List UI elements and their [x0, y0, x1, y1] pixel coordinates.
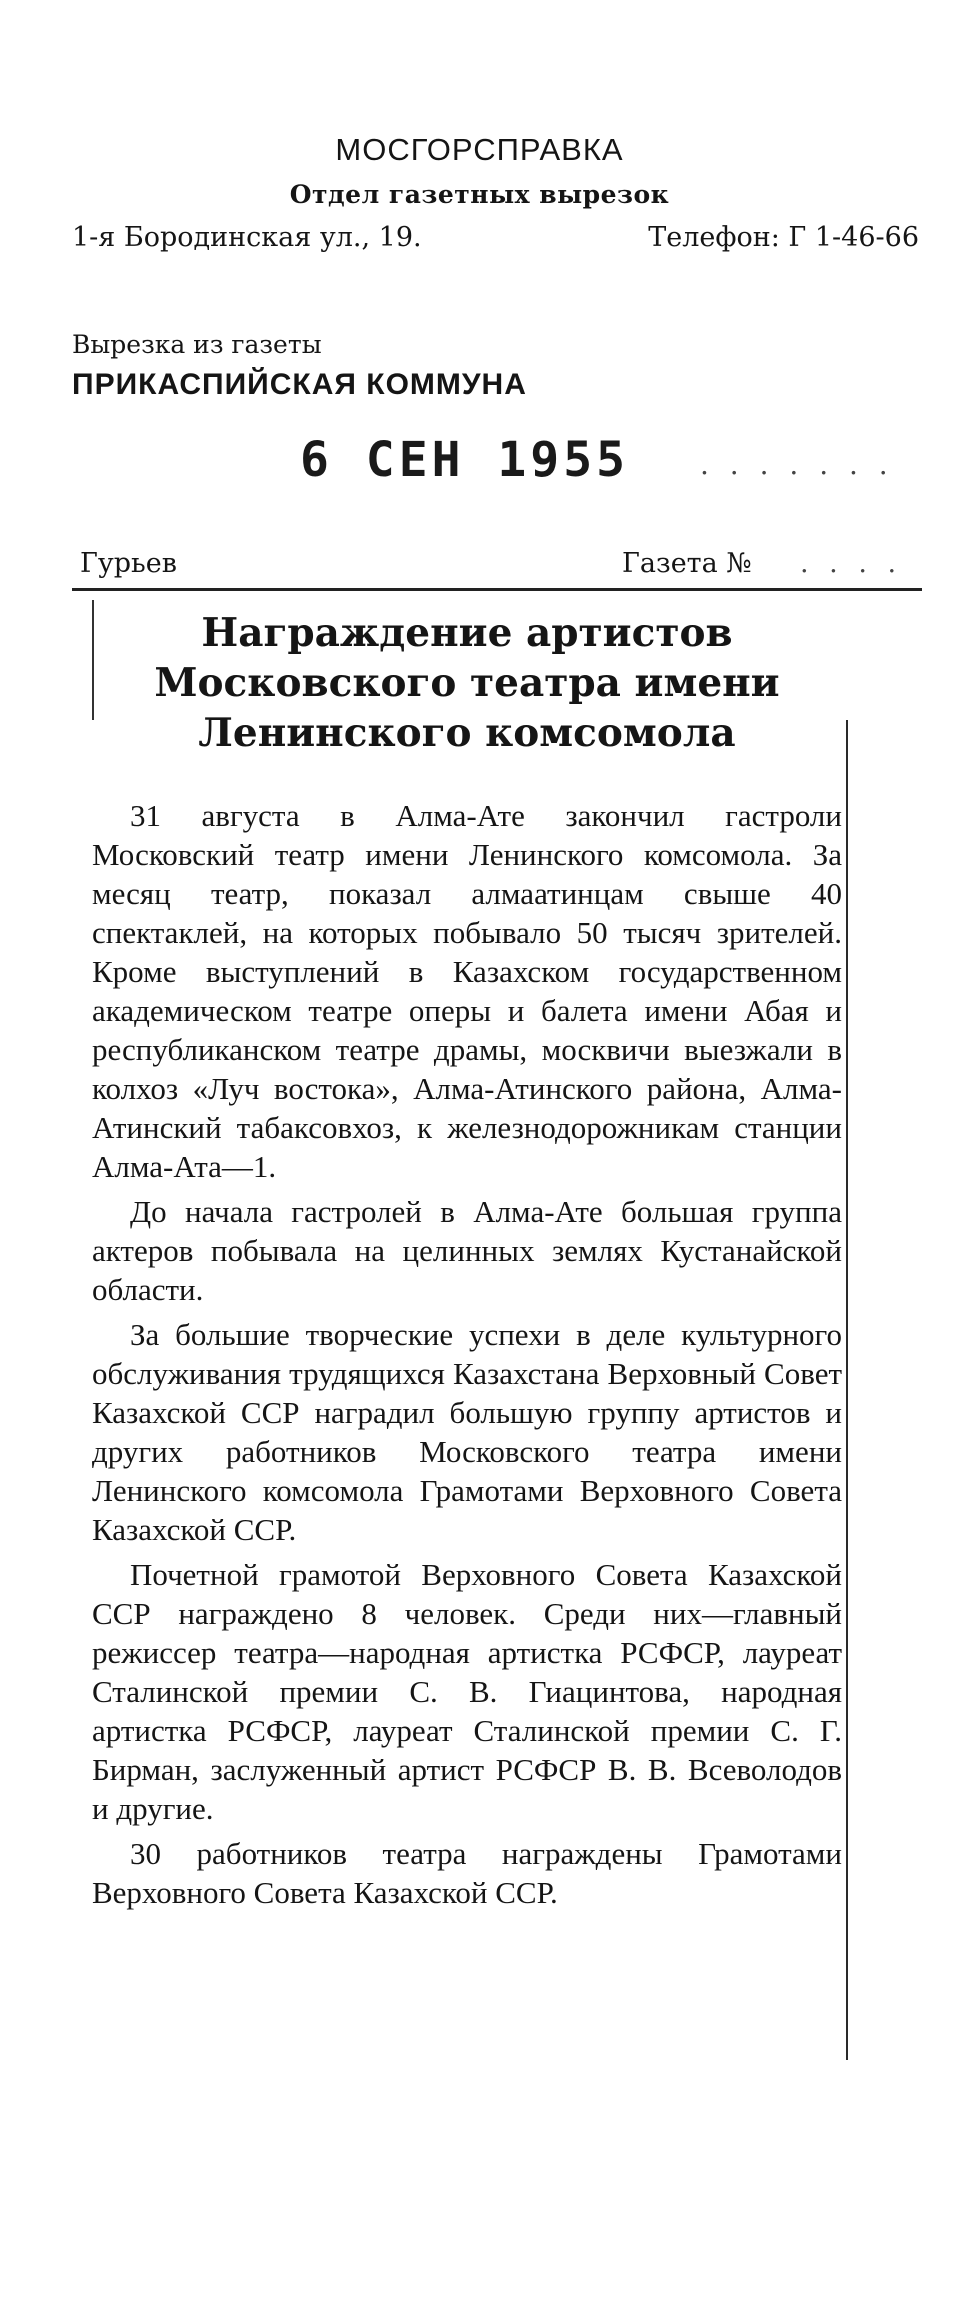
- article-paragraph: 30 работников театра награждены Грамотами Верховного Совета Казахской ССР.: [92, 1836, 842, 1910]
- department-name: Отдел газетных вырезок: [289, 180, 670, 209]
- agency-name: МОСГОРСПРАВКА: [335, 132, 624, 167]
- article-paragraph: 31 августа в Алма-Ате закончил гастроли Московский театр имени Ленинского комсомола. За месяц театр, показал алмаатинцам свыше 40 спектаклей, на которых побывало 50 тысяч зрителей. Кроме выступлений в Казахском государственном академическом театре оперы и балета имени Абая и республиканском театре драмы, москвичи выезжали в колхоз «Луч востока», Алма-Атинского района, Алма-Атинский табаксовхоз, к железнодорожникам станции Алма-Ата—1.: [92, 798, 842, 1184]
- stamp-dotted-line: . . . . . . .: [700, 448, 894, 481]
- agency-phone: Телефон: Г 1-46-66: [648, 222, 919, 253]
- article-paragraph: Почетной грамотой Верховного Совета Казахской ССР награждено 8 человек. Среди них—главный режиссер театра—народная артистка РСФСР, лауреат Сталинской премии С. В. Гиацинтова, народная артистка РСФСР, лауреат Сталинской премии С. Г. Бирман, заслуженный артист РСФСР В. В. Всеволодов и другие.: [92, 1557, 842, 1826]
- city-label: Гурьев: [80, 548, 177, 579]
- column-rule-right: [846, 720, 848, 2060]
- header-rule: [72, 588, 922, 591]
- article-headline: Награждение артистов Московского театра имени Ленинского комсомола: [154, 610, 780, 756]
- issue-label: Газета №: [622, 548, 752, 579]
- issue-dotted-line: . . . .: [800, 548, 903, 579]
- date-stamp: 6 СЕН 1955: [300, 432, 629, 488]
- article-paragraph: За большие творческие успехи в деле культурного обслуживания трудящихся Казахстана Верховный Совет Казахской ССР наградил большую группу артистов и других работников Московского театра имени Ленинского комсомола Грамотами Верховного Совета Казахской ССР.: [92, 1317, 842, 1547]
- newspaper-name: ПРИКАСПИЙСКАЯ КОММУНА: [72, 368, 527, 401]
- article-body: [92, 796, 842, 1912]
- agency-address: 1-я Бородинская ул., 19.: [72, 222, 422, 253]
- clipping-label: Вырезка из газеты: [72, 330, 322, 359]
- article-paragraph: До начала гастролей в Алма-Ате большая группа актеров побывала на целинных землях Кустанайской области.: [92, 1194, 842, 1307]
- article: [92, 608, 842, 1918]
